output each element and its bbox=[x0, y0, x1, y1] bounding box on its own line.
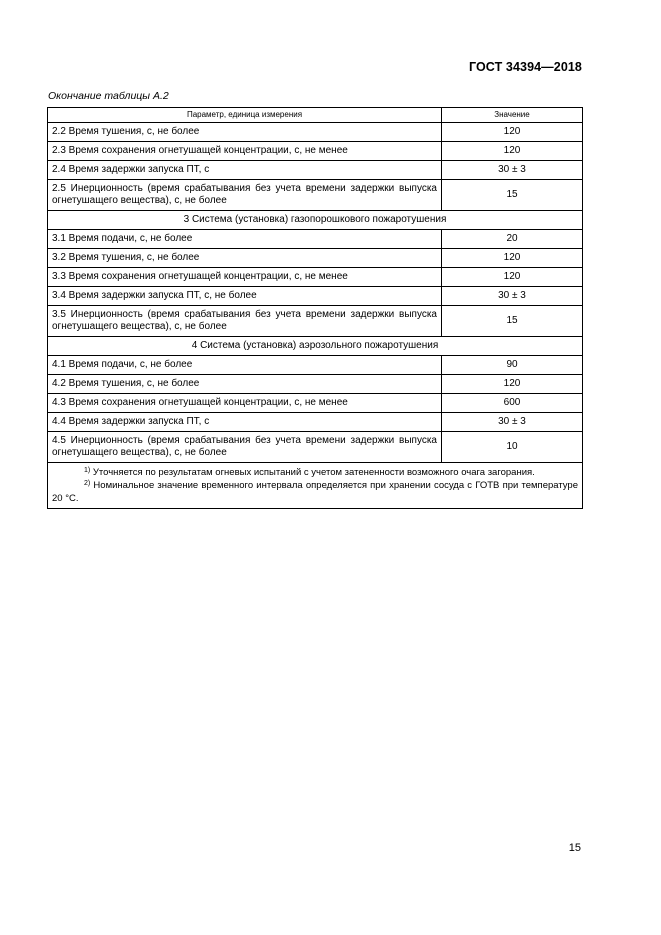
parameter-cell: 4.4 Время задержки запуска ПТ, с bbox=[48, 413, 442, 432]
footnote bbox=[52, 466, 578, 479]
table-row bbox=[48, 268, 583, 287]
value-cell: 120 bbox=[442, 268, 583, 287]
value-cell: 90 bbox=[442, 356, 583, 375]
page-number: 15 bbox=[568, 842, 581, 854]
table-caption: Окончание таблицы А.2 bbox=[48, 90, 169, 102]
value-cell: 10 bbox=[442, 432, 583, 463]
parameter-cell: 4.1 Время подачи, с, не более bbox=[48, 356, 442, 375]
table-row bbox=[48, 432, 583, 463]
table-row bbox=[48, 230, 583, 249]
parameter-cell: 3.3 Время сохранения огнетушащей концентрации, с, не менее bbox=[48, 268, 442, 287]
value-cell: 600 bbox=[442, 394, 583, 413]
parameter-cell: 4.2 Время тушения, с, не более bbox=[48, 375, 442, 394]
value-cell: 120 bbox=[442, 375, 583, 394]
parameters-table bbox=[47, 107, 583, 509]
footnote-mark: 2) bbox=[84, 480, 91, 487]
column-header-value: Значение bbox=[442, 108, 583, 123]
parameter-cell: 4.5 Инерционность (время срабатывания без учета времени задержки выпуска огнетушащего вещества), с, не более bbox=[48, 432, 442, 463]
parameter-cell: 2.5 Инерционность (время срабатывания без учета времени задержки выпуска огнетушащего вещества), с, не более bbox=[48, 180, 442, 211]
table-row bbox=[48, 394, 583, 413]
footnote-text: Уточняется по результатам огневых испытаний с учетом затененности возможного очага загорания. bbox=[92, 467, 535, 478]
parameter-cell: 2.4 Время задержки запуска ПТ, с bbox=[48, 161, 442, 180]
value-cell: 120 bbox=[442, 123, 583, 142]
value-cell: 15 bbox=[442, 180, 583, 211]
table-row bbox=[48, 375, 583, 394]
column-header-parameter: Параметр, единица измерения bbox=[48, 108, 442, 123]
table-row bbox=[48, 123, 583, 142]
parameter-cell: 3.5 Инерционность (время срабатывания без учета времени задержки выпуска огнетушащего вещества), с, не более bbox=[48, 306, 442, 337]
value-cell: 20 bbox=[442, 230, 583, 249]
value-cell: 120 bbox=[442, 142, 583, 161]
section-row bbox=[48, 337, 583, 356]
value-cell: 30 ± 3 bbox=[442, 287, 583, 306]
footnotes-row bbox=[48, 463, 583, 509]
value-cell: 30 ± 3 bbox=[442, 161, 583, 180]
parameter-cell: 2.3 Время сохранения огнетушащей концентрации, с, не менее bbox=[48, 142, 442, 161]
footnote bbox=[52, 479, 578, 505]
parameter-cell: 3.4 Время задержки запуска ПТ, с, не более bbox=[48, 287, 442, 306]
footnote-mark: 1) bbox=[84, 467, 91, 474]
table-row bbox=[48, 413, 583, 432]
value-cell: 120 bbox=[442, 249, 583, 268]
table-row bbox=[48, 356, 583, 375]
table-row bbox=[48, 287, 583, 306]
section-heading: 3 Система (установка) газопорошкового пожаротушения bbox=[48, 211, 583, 230]
section-row bbox=[48, 211, 583, 230]
value-cell: 15 bbox=[442, 306, 583, 337]
section-heading: 4 Система (установка) аэрозольного пожаротушения bbox=[48, 337, 583, 356]
parameter-cell: 4.3 Время сохранения огнетушащей концентрации, с, не менее bbox=[48, 394, 442, 413]
parameter-cell: 2.2 Время тушения, с, не более bbox=[48, 123, 442, 142]
footnote-text: Номинальное значение временного интервала определяется при хранении сосуда с ГОТВ при температуре 20 °С. bbox=[52, 480, 578, 504]
table-row bbox=[48, 180, 583, 211]
table-row bbox=[48, 161, 583, 180]
table-header-row bbox=[48, 108, 583, 123]
table-row bbox=[48, 142, 583, 161]
value-cell: 30 ± 3 bbox=[442, 413, 583, 432]
table-row bbox=[48, 306, 583, 337]
footnotes-cell bbox=[48, 463, 583, 509]
table-row bbox=[48, 249, 583, 268]
document-code: ГОСТ 34394—2018 bbox=[468, 60, 582, 74]
parameter-cell: 3.2 Время тушения, с, не более bbox=[48, 249, 442, 268]
parameter-cell: 3.1 Время подачи, с, не более bbox=[48, 230, 442, 249]
